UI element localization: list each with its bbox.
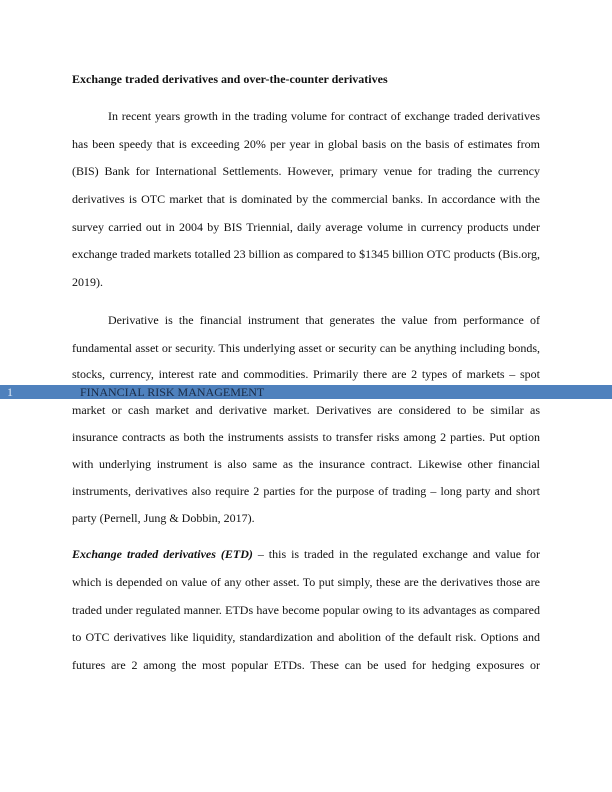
para2-line: with underlying instrument is also same as the insurance contract. Likewise other financial [72,457,540,471]
running-title: FINANCIAL RISK MANAGEMENT [80,385,265,399]
etd-term: Exchange traded derivatives (ETD) [72,547,253,561]
para1-line: In recent years growth in the trading volume for contract of exchange traded derivatives [108,109,540,123]
para3-line: traded under regulated manner. ETDs have become popular owing to its advantages as compared [72,603,540,617]
para3-line: to OTC derivatives like liquidity, standardization and abolition of the default risk. Options and [72,630,540,644]
para1-line: 2019). [72,275,103,289]
para1-line: derivatives is OTC market that is dominated by the commercial banks. In accordance with the [72,192,540,206]
para1-line: (BIS) Bank for International Settlements. However, primary venue for trading the currency [72,164,540,178]
para3-line: which is depended on value of any other asset. To put simply, these are the derivatives those are [72,575,540,589]
para2-line: insurance contracts as both the instruments assists to transfer risks among 2 parties. Put option [72,430,540,444]
para1-line: exchange traded markets totalled 23 billion as compared to $1345 billion OTC products (Bis.org, [72,247,540,261]
para2-line: instruments, derivatives also require 2 parties for the purpose of trading – long party and short [72,484,540,498]
header-band [0,385,612,399]
section-heading: Exchange traded derivatives and over-the-counter derivatives [72,72,388,86]
para2-line: party (Pernell, Jung & Dobbin, 2017). [72,511,255,525]
para1-line: has been speedy that is exceeding 20% per year in global basis on the basis of estimates from [72,137,540,151]
para1-line: survey carried out in 2004 by BIS Triennial, daily average volume in currency products under [72,220,540,234]
para2-line: Derivative is the financial instrument that generates the value from performance of [108,313,540,327]
page-number: 1 [7,385,13,399]
para3-first-rest: – this is traded in the regulated exchange and value for [252,547,540,561]
para3-line: futures are 2 among the most popular ETDs. These can be used for hedging exposures or [72,658,540,672]
para2-line: stocks, currency, interest rate and commodities. Primarily there are 2 types of markets – spot [72,367,540,381]
para2-line: fundamental asset or security. This underlying asset or security can be anything including bonds, [72,341,540,355]
para2-line: market or cash market and derivative market. Derivatives are considered to be similar as [72,403,540,417]
para3-line [72,546,540,562]
